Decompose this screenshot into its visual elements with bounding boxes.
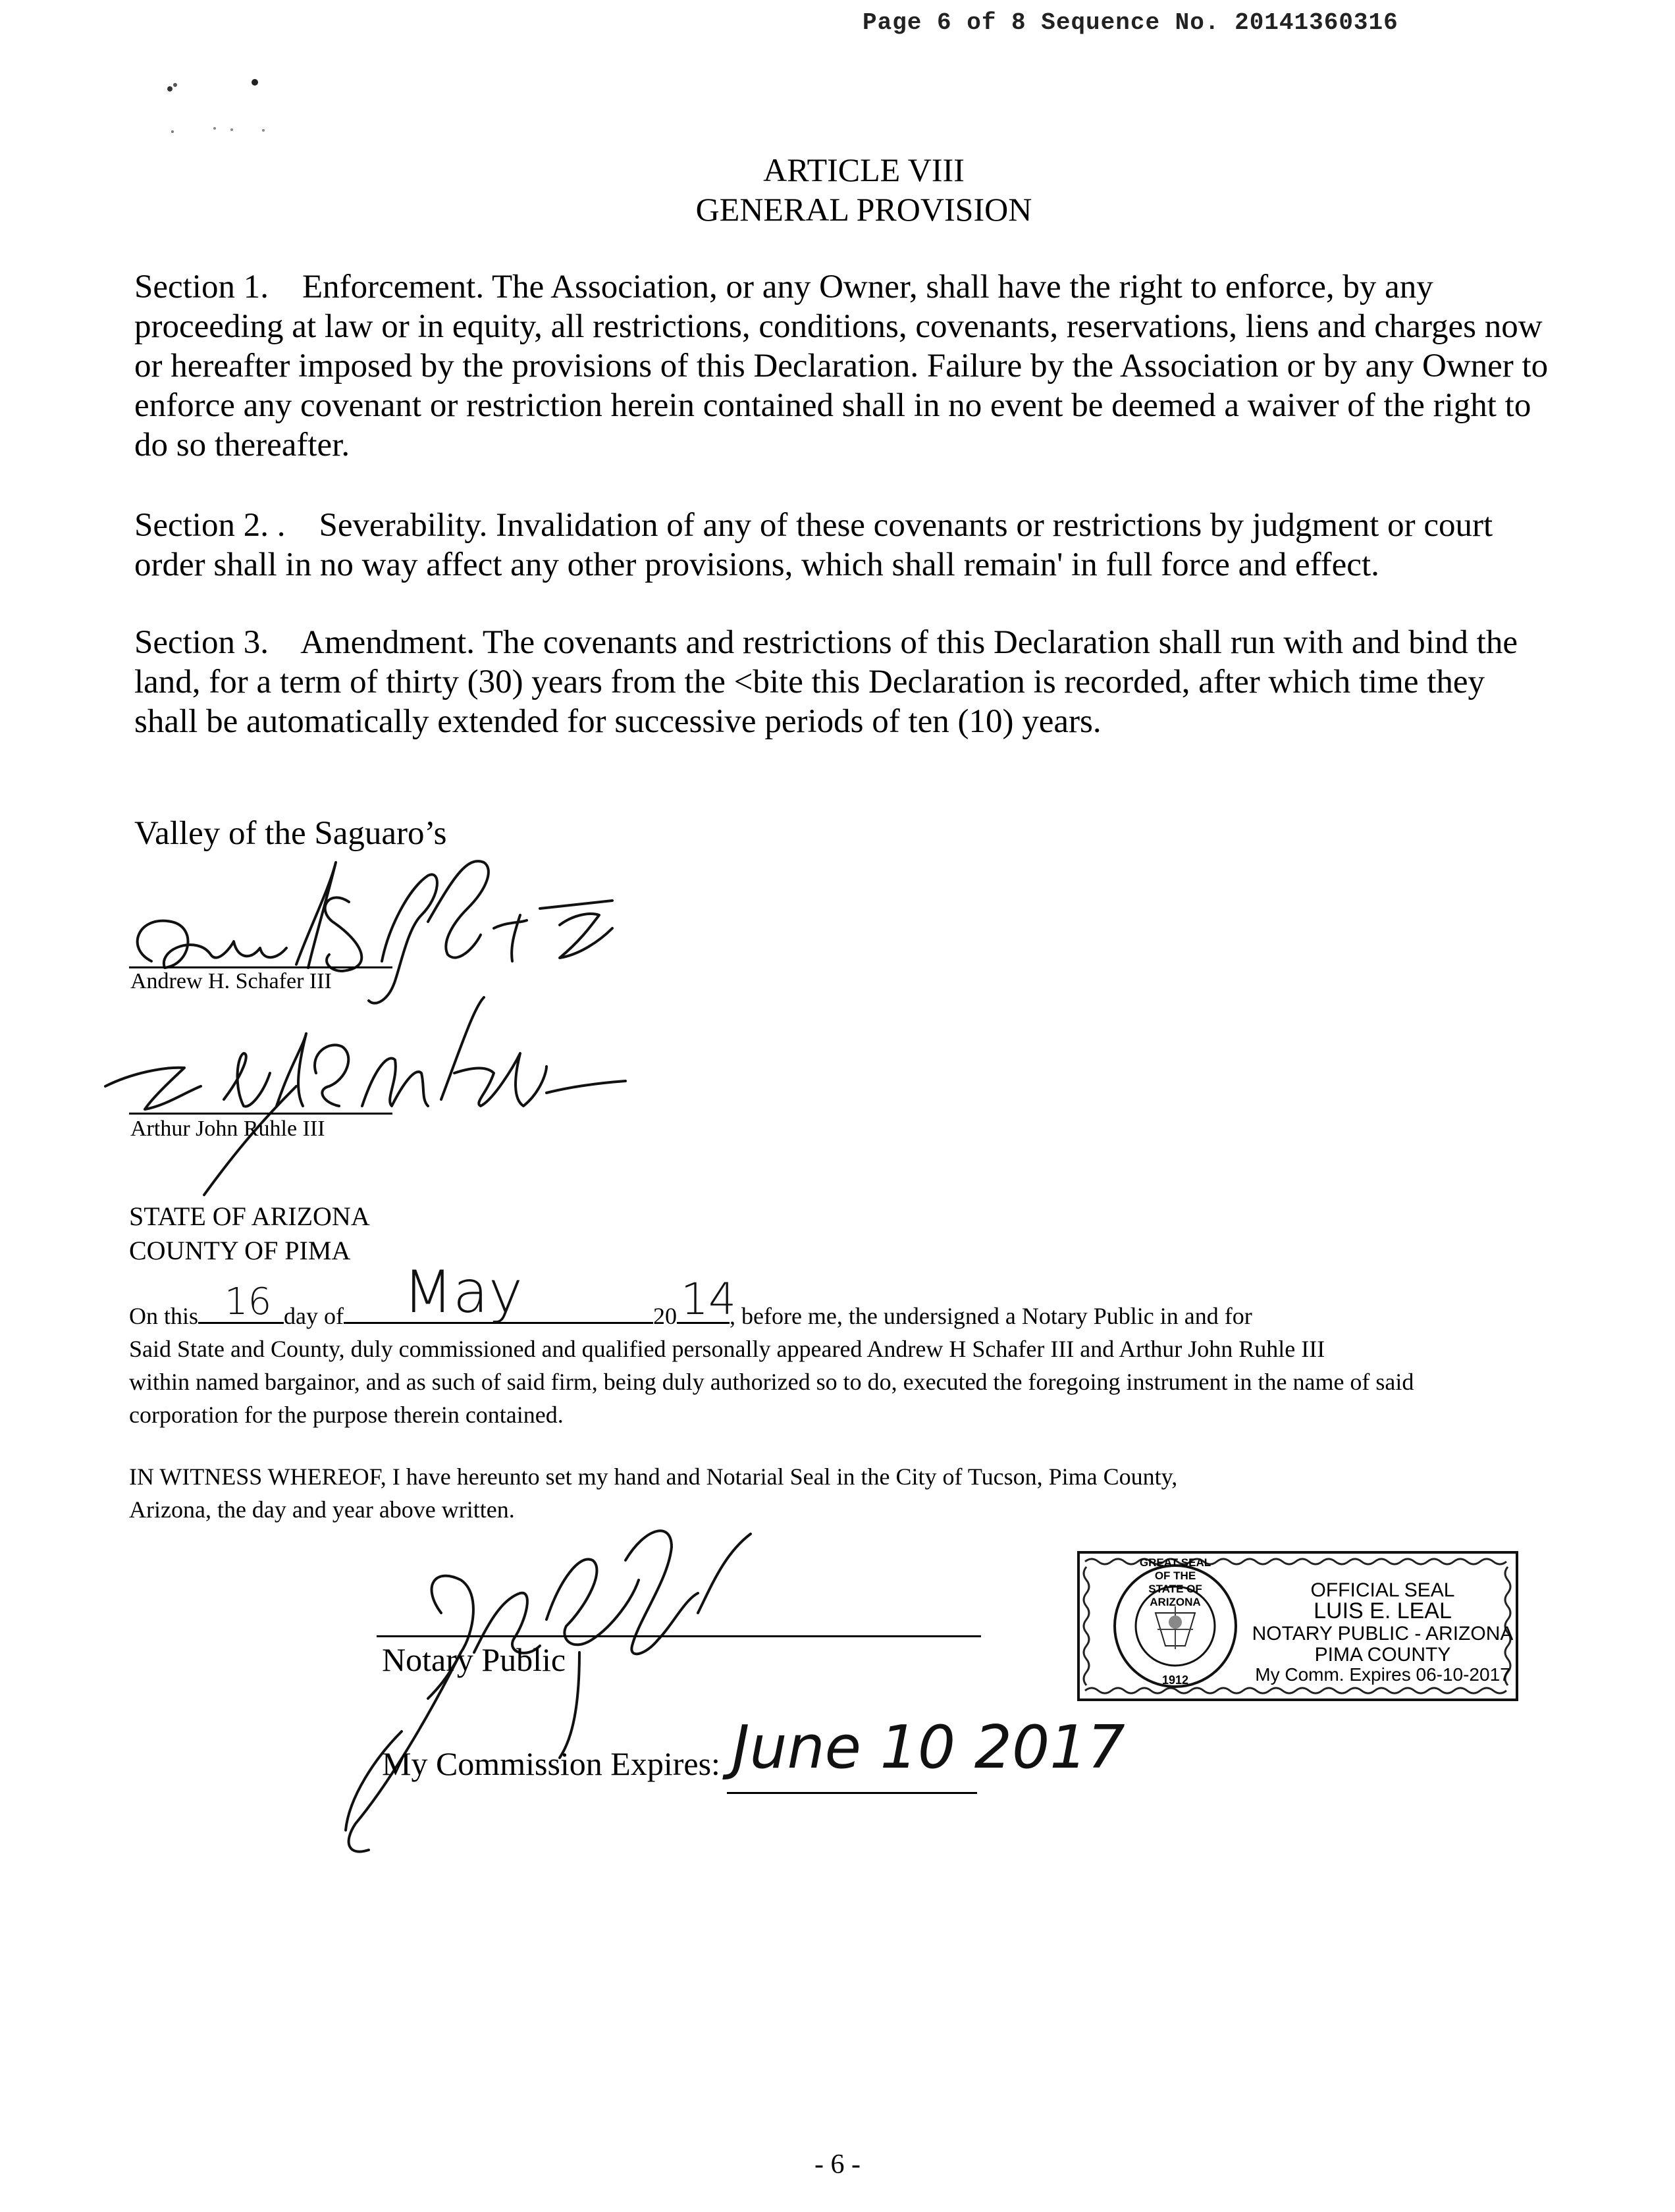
signer-1-name: Andrew H. Schafer III xyxy=(130,969,332,993)
acknowledgment-line-3: within named bargainor, and as such of said firm, being duly authorized so to do, executed the foregoing instrument in the name of said xyxy=(129,1369,1414,1395)
seal-line-official-seal: OFFICIAL SEAL xyxy=(1310,1579,1455,1601)
signature-notary xyxy=(329,1521,803,1889)
page-number: - 6 - xyxy=(814,2149,861,2180)
acknowledgment-date-line xyxy=(129,1258,1252,1330)
page-sequence-header: Page 6 of 8 Sequence No. 20141360316 xyxy=(863,9,1398,36)
section-heading: Section 3. Amendment. xyxy=(134,624,475,661)
signature-line-2 xyxy=(129,1113,392,1115)
county-label: COUNTY OF PIMA xyxy=(129,1236,351,1265)
seal-line-expiry: My Comm. Expires 06-10-2017 xyxy=(1255,1664,1510,1685)
seal-line-county: PIMA COUNTY xyxy=(1314,1644,1451,1666)
commission-date-line xyxy=(727,1792,977,1794)
section-heading: Section 2. . Severability. xyxy=(134,507,488,544)
seal-line-notary-name: LUIS E. LEAL xyxy=(1314,1598,1452,1623)
notary-public-label: Notary Public xyxy=(382,1641,566,1678)
witness-line-1: IN WITNESS WHEREOF, I have hereunto set my hand and Notarial Seal in the City of Tucson, Pima County, xyxy=(129,1463,1178,1490)
article-title: GENERAL PROVISION xyxy=(695,191,1032,228)
section-text: Invalidation of any of these covenants or restrictions by judgment or court order shall in no way affect any other provisions, which shall remain' in full force and effect. xyxy=(134,507,1493,583)
section-2 xyxy=(134,506,1556,585)
month-blank xyxy=(344,1258,653,1326)
entity-name: Valley of the Saguaro’s xyxy=(134,815,447,852)
acknowledgment-line-2: Said State and County, duly commissioned and qualified personally appeared Andrew H Schafer III and Arthur John Ruhle III xyxy=(129,1336,1325,1362)
signer-2-name: Arthur John Ruhle III xyxy=(130,1117,325,1141)
date-line-rest: , before me, the undersigned a Notary Public in and for xyxy=(729,1303,1252,1329)
state-label: STATE OF ARIZONA xyxy=(129,1201,370,1231)
year-prefix: 20 xyxy=(652,1303,677,1329)
notary-signature-line xyxy=(377,1635,981,1637)
handwritten-year: 14 xyxy=(680,1274,736,1325)
scan-artifact-marks xyxy=(158,69,290,142)
section-text: The covenants and restrictions of this Declaration shall run with and bind the land, for a term of thirty (30) years from the <bite this Declaration is recorded, after which time they shall be automatically extended for successive periods of ten (10) years. xyxy=(134,624,1518,740)
commission-expires-label: My Commission Expires: xyxy=(382,1745,720,1782)
handwritten-commission-date: June 10 2017 xyxy=(732,1713,1125,1782)
section-1 xyxy=(134,267,1556,465)
day-of-label: day of xyxy=(284,1303,344,1329)
seal-ring-year: 1912 xyxy=(1161,1673,1189,1687)
handwritten-day: 16 xyxy=(225,1280,272,1323)
handwritten-month: May xyxy=(402,1258,523,1326)
signature-arthur-ruhle xyxy=(86,994,632,1205)
year-blank xyxy=(677,1274,736,1325)
seal-line-notary-public: NOTARY PUBLIC - ARIZONA xyxy=(1252,1623,1514,1645)
acknowledgment-line-4: corporation for the purpose therein contained. xyxy=(129,1402,564,1428)
day-blank xyxy=(198,1280,284,1324)
on-this-label: On this xyxy=(129,1303,199,1329)
official-notary-seal xyxy=(1077,1551,1518,1701)
section-heading: Section 1. Enforcement. xyxy=(134,269,485,305)
witness-line-2: Arizona, the day and year above written. xyxy=(129,1496,515,1523)
section-text: The Association, or any Owner, shall have the right to enforce, by any proceeding at law or in equity, all restrictions, conditions, covenants, reservations, liens and charges now or hereafter imposed by the provisions of this Declaration. Failure by the Association or by any Owner to enforce any covenant or restriction herein contained shall in no event be deemed a waiver of the right to do so thereafter. xyxy=(134,269,1549,463)
signature-line-1 xyxy=(129,966,392,968)
seal-ring-text: GREAT SEAL OF THE STATE OF ARIZONA xyxy=(1139,1556,1211,1608)
article-number: ARTICLE VIII xyxy=(763,151,965,188)
section-3 xyxy=(134,623,1556,741)
